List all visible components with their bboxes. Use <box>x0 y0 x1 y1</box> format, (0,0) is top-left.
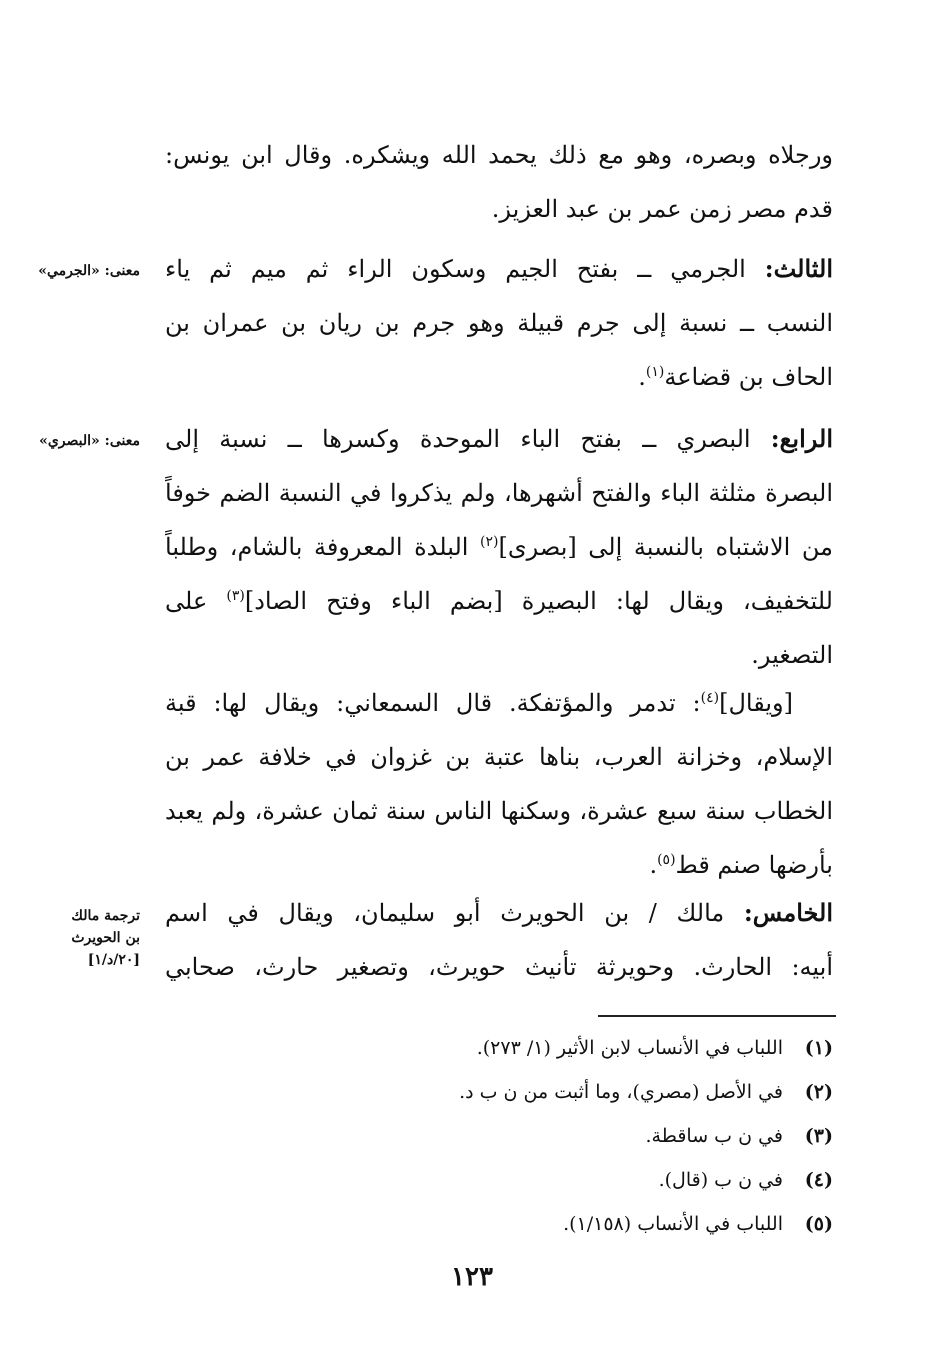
margin-note-malik <box>30 905 140 971</box>
text-line <box>165 574 833 628</box>
text-line: ورجلاه وبصره، وهو مع ذلك يحمد الله ويشكره. وقال ابن يونس: <box>165 141 833 169</box>
text-line <box>165 886 833 940</box>
text-segment: على <box>165 587 227 615</box>
text-line <box>165 520 833 574</box>
text-segment: بأرضها صنم قط <box>675 851 833 879</box>
footnote-number: (٥) <box>804 1213 833 1235</box>
footnote <box>300 1026 833 1070</box>
footnote-text: في ن ب (قال). <box>658 1169 783 1191</box>
paragraph-lead: الخامس: <box>743 898 833 927</box>
margin-note-jarmi: معنى: «الجرمي» <box>38 263 140 279</box>
text-line <box>165 242 833 296</box>
margin-note-line: بن الحويرث <box>71 930 140 946</box>
text-line: الخطاب سنة سبع عشرة، وسكنها الناس سنة ثمان عشرة، ولم يعبد <box>165 797 833 825</box>
text-line <box>165 838 833 892</box>
footnote-marker: (٥) <box>657 852 676 868</box>
text-segment: البلدة المعروفة بالشام، وطلباً <box>165 533 481 561</box>
paragraph-3 <box>165 412 833 682</box>
footnote-marker: (٣) <box>226 588 245 604</box>
footnote-text: في ن ب ساقطة. <box>645 1125 783 1147</box>
margin-note-line: [٢٠/د/١] <box>87 952 140 968</box>
margin-note-line: ترجمة مالك <box>71 908 140 924</box>
footnote-marker: (٤) <box>700 690 720 706</box>
text-segment: للتخفيف، ويقال لها: البصيرة [بضم الباء وفتح الصاد] <box>244 587 833 615</box>
text-segment: مالك / بن الحويرث أبو سليمان، ويقال في اسم <box>165 899 744 927</box>
text-line <box>165 350 833 404</box>
text-segment: . <box>649 851 658 879</box>
footnote-number: (٤) <box>804 1169 833 1191</box>
footnote-number: (٣) <box>804 1125 833 1147</box>
footnote-marker: (١) <box>645 364 665 380</box>
paragraph-lead: الرابع: <box>770 424 833 453</box>
text-segment: من الاشتباه بالنسبة إلى [بصرى] <box>498 533 833 561</box>
footnote-text: في الأصل (مصري)، وما أثبت من ن ب د. <box>459 1081 783 1103</box>
text-line: البصرة مثلثة الباء والفتح أشهرها، ولم يذكروا في النسبة الضم خوفاً <box>165 479 833 507</box>
paragraph-1 <box>165 128 833 236</box>
footnote-text: اللباب في الأنساب لابن الأثير (١/ ٢٧٣). <box>476 1037 783 1059</box>
text-line: أبيه: الحارث. وحويرثة تأنيث حويرث، وتصغير حارث، صحابي <box>165 953 833 981</box>
text-segment: البصري ــ بفتح الباء الموحدة وكسرها ــ نسبة إلى <box>165 425 771 453</box>
paragraph-4 <box>165 676 833 892</box>
paragraph-lead: الثالث: <box>764 254 833 283</box>
text-line <box>165 676 833 730</box>
footnote <box>300 1158 833 1202</box>
text-line: الإسلام، وخزانة العرب، بناها عتبة بن غزوان في خلافة عمر بن <box>165 743 833 771</box>
text-line: النسب ــ نسبة إلى جرم قبيلة وهو جرم بن ريان بن عمران بن <box>165 309 833 337</box>
paragraph-5 <box>165 886 833 994</box>
footnote <box>300 1202 833 1246</box>
paragraph-2 <box>165 242 833 404</box>
footnote <box>300 1070 833 1114</box>
text-segment: : تدمر والمؤتفكة. قال السمعاني: ويقال لها: قبة <box>165 689 701 717</box>
margin-note-basri: معنى: «البصري» <box>39 433 140 449</box>
footnote <box>300 1114 833 1158</box>
text-line: قدم مصر زمن عمر بن عبد العزيز. <box>491 195 833 223</box>
page-number: ١٢٣ <box>451 1262 493 1292</box>
footnote-separator <box>598 1015 836 1017</box>
footnote-marker: (٢) <box>480 534 499 550</box>
text-segment: [ويقال] <box>719 689 793 717</box>
text-line: التصغير. <box>751 641 833 669</box>
footnote-number: (٢) <box>804 1081 833 1103</box>
footnotes <box>300 1026 833 1246</box>
text-segment: الحاف بن قضاعة <box>664 363 833 391</box>
text-segment: . <box>638 363 646 391</box>
text-line <box>165 412 833 466</box>
text-segment: الجرمي ــ بفتح الجيم وسكون الراء ثم ميم ثم ياء <box>165 255 765 283</box>
footnote-number: (١) <box>804 1037 833 1059</box>
footnote-text: اللباب في الأنساب (١/١٥٨). <box>563 1213 783 1235</box>
